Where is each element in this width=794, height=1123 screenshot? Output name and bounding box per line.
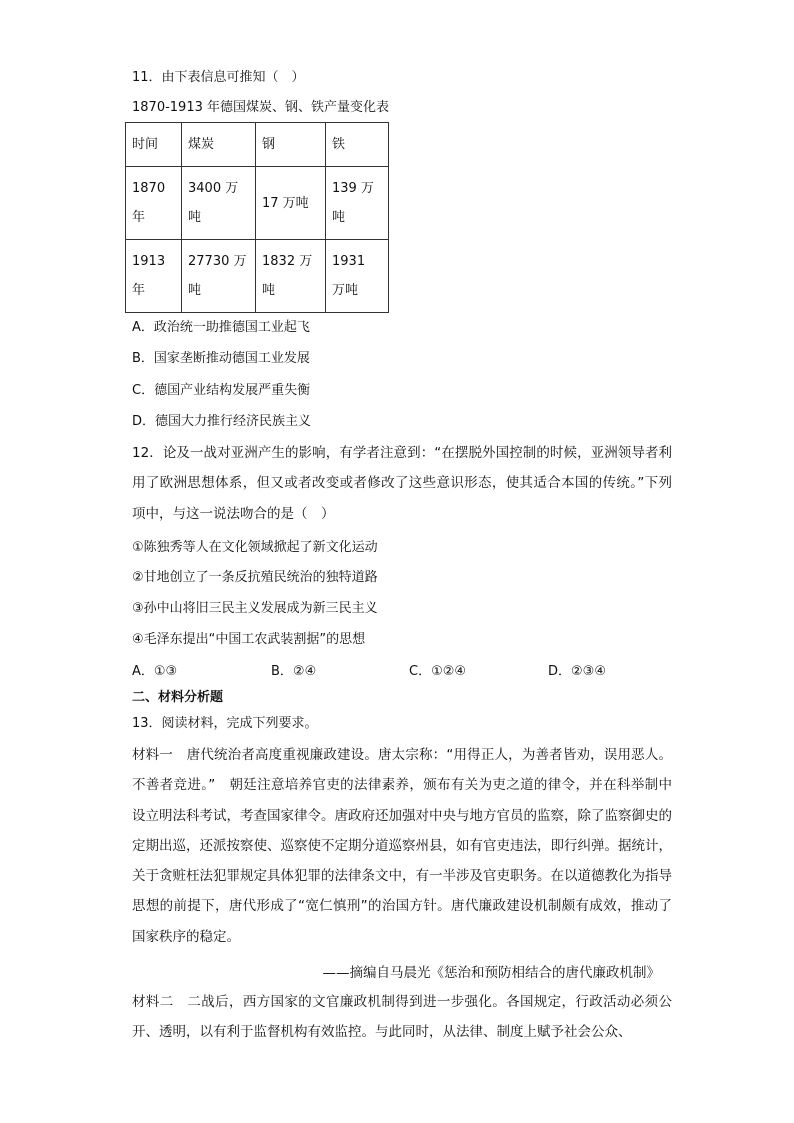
table-caption: 1870-1913 年德国煤炭、钢、铁产量变化表 — [132, 100, 389, 115]
q12-item-4: ④毛泽东提出“中国工农武装割据”的思想 — [132, 632, 366, 647]
table-cell: 17 万吨 — [256, 167, 326, 240]
q13-stem: 13．阅读材料，完成下列要求。 — [132, 716, 318, 731]
q11-option-c[interactable]: C．德国产业结构发展严重失衡 — [132, 383, 311, 398]
table-cell: 139 万吨 — [326, 167, 389, 240]
section-title: 二、材料分析题 — [132, 690, 224, 705]
table-cell: 3400 万吨 — [182, 167, 256, 240]
table-header-cell: 钢 — [256, 123, 326, 167]
table-row — [126, 167, 389, 240]
table-header-cell: 铁 — [326, 123, 389, 167]
q12-option-c[interactable]: C．①②④ — [409, 664, 467, 679]
table-header-cell: 时间 — [126, 123, 182, 167]
q11-option-d[interactable]: D．德国大力推行经济民族主义 — [132, 414, 312, 429]
q11-option-a[interactable]: A．政治统一助推德国工业起飞 — [132, 320, 310, 335]
q13-material-2: 材料二 二战后，西方国家的文官廉政机制得到进一步强化。各国规定，行政活动必须公开、透明，以有利于监督机构有效监控。与此同时，从法律、制度上赋予社会公众、 — [132, 994, 672, 1041]
material-1-source: ——摘编自马晨光《惩治和预防相结合的唐代廉政机制》 — [322, 965, 660, 981]
table-cell: 27730 万吨 — [182, 240, 256, 313]
q13-material-1: 材料一 唐代统治者高度重视廉政建设。唐太宗称：“用得正人，为善者皆劝，误用恶人。不善者竞进。” 朝廷注意培养官吏的法律素养，颁布有关为吏之道的律令，并在科举制中设立明法科考试，考查国家律令。唐政府还加强对中央与地方官员的监察，除了监察御史的定期出巡，还派按察使、巡察使不定期分道巡察州县，如有官吏违法，即行纠弹。据统计，关于贪赃枉法犯罪规定具体犯罪的法律条文中，有一半涉及官吏职务。在以道德教化为指导思想的前提下，唐代形成了“宽仁慎刑”的治国方针。唐代廉政建设机制颇有成效，推动了国家秩序的稳定。 — [132, 747, 672, 945]
table-row — [126, 240, 389, 313]
q11-option-b[interactable]: B．国家垄断推动德国工业发展 — [132, 351, 310, 366]
q12-option-d[interactable]: D．②③④ — [548, 664, 606, 679]
table-header-row — [126, 123, 389, 167]
q12-item-1: ①陈独秀等人在文化领域掀起了新文化运动 — [132, 540, 378, 555]
table-cell: 1870 年 — [126, 167, 182, 240]
q12-option-a[interactable]: A．①③ — [132, 664, 178, 679]
table-cell: 1832 万吨 — [256, 240, 326, 313]
table-cell: 1931 万吨 — [326, 240, 389, 313]
q12-item-3: ③孙中山将旧三民主义发展成为新三民主义 — [132, 601, 378, 616]
q12-stem: 12．论及一战对亚洲产生的影响，有学者注意到：“在摆脱外国控制的时候，亚洲领导者利用了欧洲思想体系，但又或者改变或者修改了这些意识形态，使其适合本国的传统。”下列项中，与这一说法吻合的是（ ） — [132, 445, 672, 522]
table-header-cell: 煤炭 — [182, 123, 256, 167]
q12-item-2: ②甘地创立了一条反抗殖民统治的独特道路 — [132, 570, 378, 585]
q11-stem: 11．由下表信息可推知（ ） — [132, 70, 305, 85]
production-table — [125, 122, 389, 313]
q12-option-b[interactable]: B．②④ — [271, 664, 317, 679]
table-cell: 1913 年 — [126, 240, 182, 313]
